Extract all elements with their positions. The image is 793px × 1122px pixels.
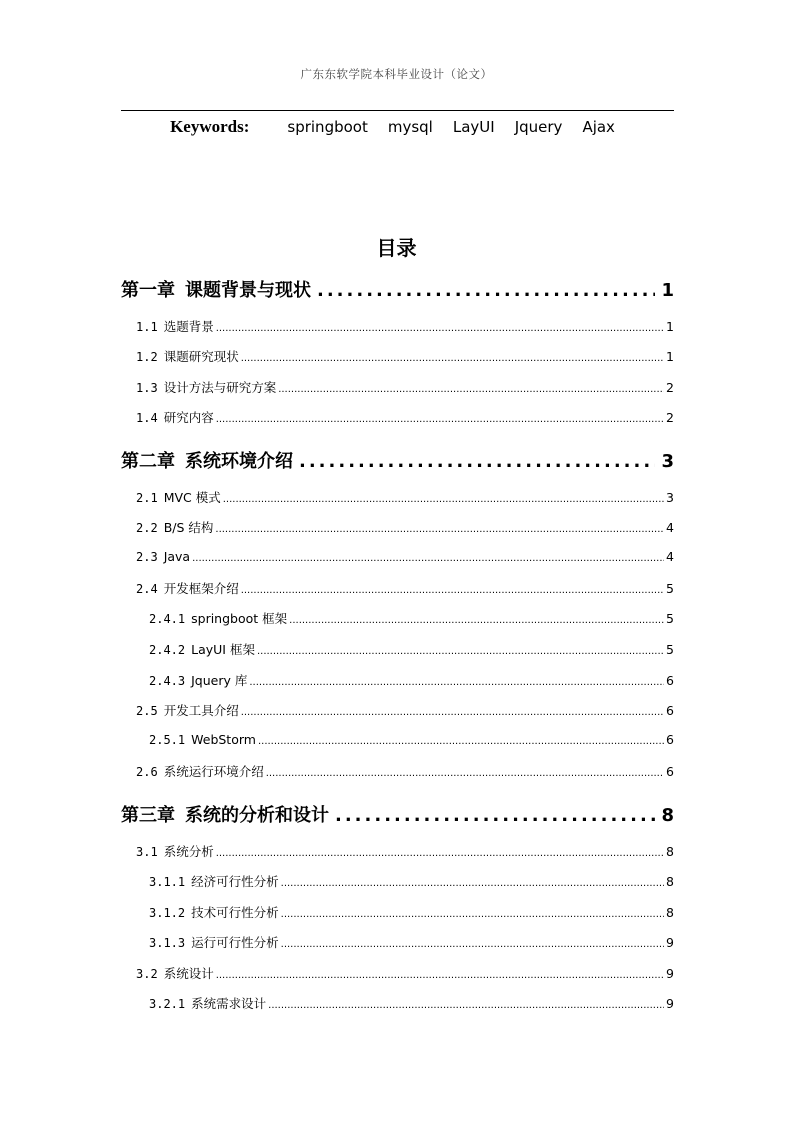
toc-entry-number: 2.4.2 [149,643,186,657]
toc-section-entry[interactable] [136,964,674,982]
toc-entry-text: 技术可行性分析 [191,905,279,920]
toc-entry-label [136,317,214,335]
toc-dot-leader [281,939,664,950]
toc-page-number: 1 [666,319,674,334]
toc-page-number: 3 [661,451,674,472]
toc-page-number: 5 [666,642,674,657]
toc-section-entry[interactable] [136,317,674,335]
toc-page-number: 8 [666,874,674,889]
toc-dot-leader [241,353,664,364]
toc-page-number: 1 [661,280,674,301]
toc-entry-label [121,447,293,473]
toc-section-entry[interactable] [136,701,674,719]
toc-entry-number: 第二章 [121,451,175,472]
toc-entry-text: 课题研究现状 [163,349,239,364]
toc-entry-label [149,732,256,747]
toc-section-entry[interactable] [149,933,674,951]
toc-entry-text: 经济可行性分析 [191,874,279,889]
toc-entry-text: 系统需求设计 [191,996,267,1011]
toc-entry-number: 2.3 [136,550,158,564]
toc-page-number: 8 [666,905,674,920]
toc-entry-number: 2.1 [136,491,158,505]
toc-dot-leader [266,768,664,779]
toc-dot-leader [216,323,664,334]
toc-page-number: 6 [666,673,674,688]
header-rule [121,110,674,111]
toc-section-entry[interactable] [149,671,674,689]
toc-page-number: 8 [666,844,674,859]
toc-entry-number: 2.5 [136,704,158,718]
toc-entry-text: 课题背景与现状 [185,280,311,301]
toc-entry-label [149,609,287,627]
toc-section-entry[interactable] [149,994,674,1012]
toc-entry-number: 3.1.2 [149,906,186,920]
toc-dot-leader [249,677,664,688]
toc-page-number: 6 [666,764,674,779]
toc-entry-label [136,701,239,719]
toc-page-number: 3 [666,490,674,505]
toc-entry-number: 2.4.1 [149,612,186,626]
toc-page-number: 5 [666,611,674,626]
toc-entry-number: 1.2 [136,350,158,364]
toc-entry-number: 3.1.1 [149,875,186,889]
toc-page-number: 2 [666,380,674,395]
running-header: 广东东软学院本科毕业设计（论文） [300,67,493,81]
toc-entry-label [136,842,214,860]
toc-section-entry[interactable] [136,549,674,564]
toc-dot-leader [281,878,664,889]
toc-entry-text: LayUI 框架 [191,642,255,657]
toc-section-entry[interactable] [149,732,674,747]
toc-entry-label [136,549,190,564]
toc-entry-number: 1.1 [136,320,158,334]
toc-entry-label [121,801,329,827]
toc-entry-label [121,276,311,302]
keyword-term: mysql [387,118,433,136]
toc-entry-text: 系统运行环境介绍 [163,764,264,779]
toc-entry-text: 开发框架介绍 [163,581,239,596]
keyword-term: LayUI [452,118,495,136]
toc-entry-label [149,933,279,951]
toc-dot-leader [317,280,655,301]
keywords-line [121,117,674,137]
toc-section-entry[interactable] [149,903,674,921]
toc-entry-number: 2.6 [136,765,158,779]
toc-entry-text: B/S 结构 [163,520,214,535]
toc-entry-text: 系统环境介绍 [185,451,293,472]
toc-entry-label [136,579,239,597]
toc-entry-text: 系统分析 [163,844,214,859]
toc-section-entry[interactable] [136,408,674,426]
toc-section-entry[interactable] [136,488,674,506]
toc-page-number: 9 [666,966,674,981]
toc-dot-leader [268,1000,664,1011]
keyword-term: Ajax [582,118,615,136]
toc-page-number: 6 [666,703,674,718]
toc-dot-leader [241,707,664,718]
toc-dot-leader [257,646,664,657]
toc-title: 目录 [376,236,417,260]
toc-entry-label [149,872,279,890]
toc-dot-leader [216,970,664,981]
toc-dot-leader [216,848,664,859]
toc-entry-number: 3.1 [136,845,158,859]
toc-entry-number: 3.1.3 [149,936,186,950]
toc-dot-leader [192,553,664,564]
toc-entry-text: WebStorm [191,732,256,747]
toc-entry-label [136,347,239,365]
toc-section-entry[interactable] [136,842,674,860]
toc-entry-label [136,378,276,396]
toc-entry-label [136,762,264,780]
toc-entry-label [136,518,213,536]
toc-entry-number: 2.4 [136,582,158,596]
toc-entry-label [136,488,221,506]
toc-dot-leader [281,909,664,920]
toc-dot-leader [335,805,655,826]
toc-entry-label [149,903,279,921]
toc-entry-text: 开发工具介绍 [163,703,239,718]
toc-entry-text: 系统设计 [163,966,214,981]
toc-section-entry[interactable] [136,518,674,536]
toc-dot-leader [289,615,664,626]
toc-entry-label [136,964,214,982]
toc-entry-label [149,994,266,1012]
toc-entry-number: 2.2 [136,521,158,535]
toc-entry-text: springboot 框架 [191,611,288,626]
toc-entry-text: 选题背景 [163,319,214,334]
toc-entry-number: 第三章 [121,805,175,826]
keyword-term: springboot [287,118,368,136]
toc-section-entry[interactable] [136,579,674,597]
toc-entry-label [136,408,214,426]
toc-dot-leader [223,494,664,505]
toc-page-number: 9 [666,996,674,1011]
toc-page-number: 2 [666,410,674,425]
toc-entry-label [149,640,255,658]
toc-section-entry[interactable] [136,347,674,365]
toc-dot-leader [215,524,664,535]
toc-entry-text: 运行可行性分析 [191,935,279,950]
toc-entry-number: 1.4 [136,411,158,425]
toc-page-number: 1 [666,349,674,364]
toc-entry-number: 2.4.3 [149,674,186,688]
toc-page-number: 5 [666,581,674,596]
toc-section-entry[interactable] [136,378,674,396]
toc-entry-number: 2.5.1 [149,733,186,747]
toc-entry-text: Jquery 库 [191,673,248,688]
toc-page-number: 6 [666,732,674,747]
toc-entry-text: MVC 模式 [163,490,221,505]
toc-entry-text: 研究内容 [163,410,214,425]
toc-section-entry[interactable] [149,872,674,890]
toc-dot-leader [299,451,655,472]
toc-dot-leader [216,414,664,425]
toc-section-entry[interactable] [149,640,674,658]
toc-chapter-entry[interactable] [121,801,674,827]
toc-entry-text: 设计方法与研究方案 [163,380,277,395]
toc-entry-number: 第一章 [121,280,175,301]
toc-chapter-entry[interactable] [121,276,674,302]
toc-dot-leader [278,384,664,395]
toc-entry-number: 3.2.1 [149,997,186,1011]
toc-page-number: 4 [666,520,674,535]
keywords-label: Keywords: [170,117,250,136]
toc-dot-leader [258,736,664,747]
toc-page-number: 8 [661,805,674,826]
toc-entry-label [149,671,247,689]
toc-entry-text: 系统的分析和设计 [185,805,329,826]
keyword-term: Jquery [514,118,563,136]
toc-entry-number: 1.3 [136,381,158,395]
toc-section-entry[interactable] [136,762,674,780]
toc-page-number: 4 [666,549,674,564]
toc-page-number: 9 [666,935,674,950]
toc-section-entry[interactable] [149,609,674,627]
toc-chapter-entry[interactable] [121,447,674,473]
toc-entry-text: Java [163,549,191,564]
toc-entry-number: 3.2 [136,967,158,981]
toc-dot-leader [241,585,664,596]
